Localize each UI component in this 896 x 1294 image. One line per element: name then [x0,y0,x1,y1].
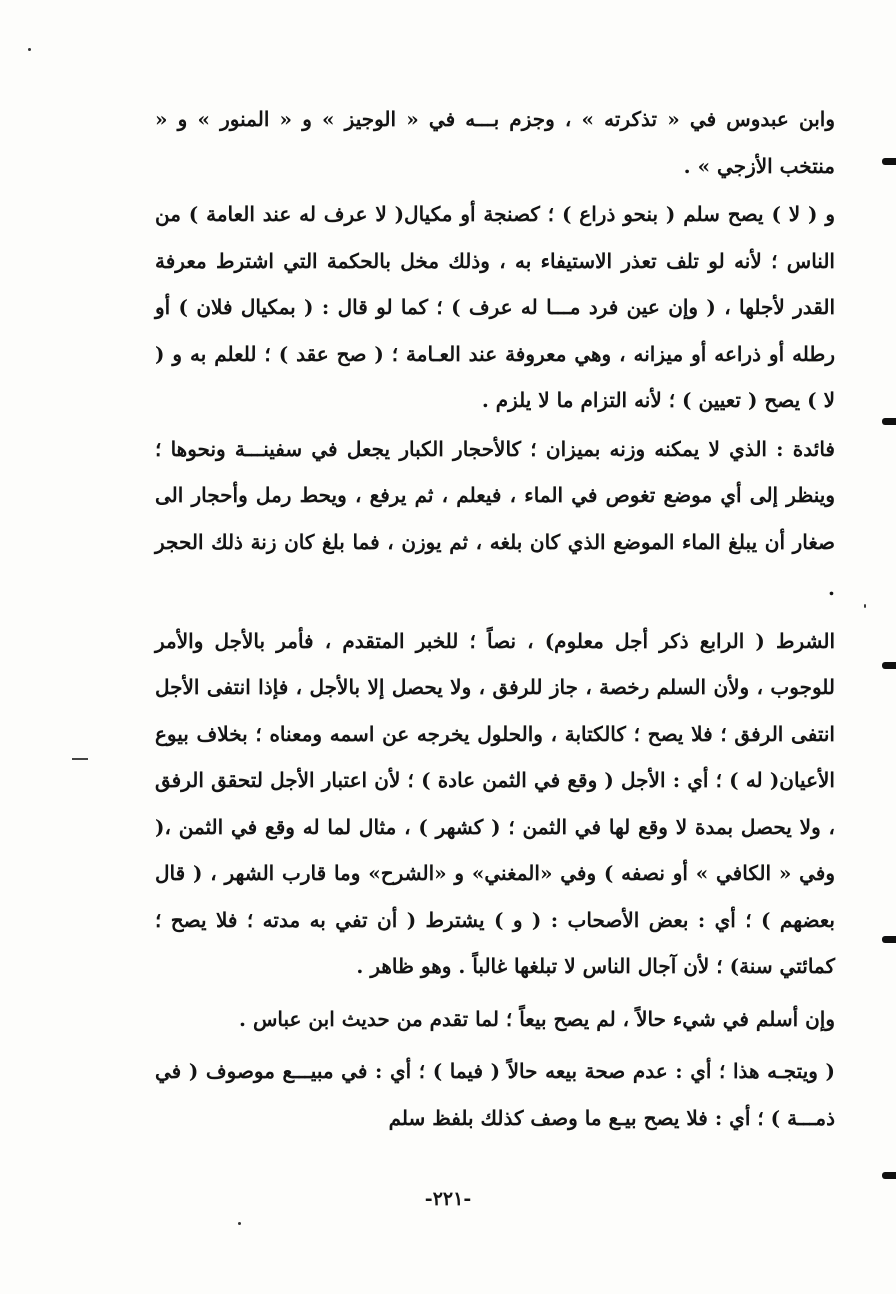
paragraph-2: و ( لا ) يصح سلم ( بنحو ذراع ) ؛ كصنجة أو مكيال( لا عرف له عند العامة ) من الناس ؛ لأنه لو تلف تعذر الاستيفاء به ، وذلك مخل بالحكمة التي اشترط معرفة القدر لأجلها ، ( وإن عين فرد مـــا له عرف ) ؛ كما لو قال : ( بمكيال فلان ) أو رطله أو ذراعه أو ميزانه ، وهي معروفة عند العـامة ؛ ( صح عقد ) ؛ للعلم به و ( لا ) يصح ( تعيين ) ؛ لأنه التزام ما لا يلزم . [155,202,835,412]
scan-speck [864,604,866,608]
page-body [155,96,835,1141]
scan-mark [72,758,88,760]
paragraph-4: الشرط ( الرابع ذكر أجل معلوم) ، نصاً ؛ للخبر المتقدم ، فأمر بالأجل والأمر للوجوب ، ولأن السلم رخصة ، جاز للرفق ، ولا يحصل إلا بالأجل ، فإذا انتفى الأجل انتفى الرفق ؛ فلا يصح ؛ كالكتابة ، والحلول يخرجه عن اسمه ومعناه ؛ بخلاف بيوع الأعيان( له ) ؛ أي : الأجل ( وقع في الثمن عادة ) ؛ لأن اعتبار الأجل لتحقق الرفق ، ولا يحصل بمدة لا وقع لها في الثمن ؛ ( كشهر ) ، مثال لما له وقع في الثمن ،( وفي « الكافي » أو نصفه ) وفي «المغني» و «الشرح» وما قارب الشهر ، ( قال بعضهم ) ؛ أي : بعض الأصحاب : ( و ) يشترط ( أن تفي به مدته ؛ فلا يصح ؛ كمائتي سنة) ؛ لأن آجال الناس لا تبلغها غالباً . وهو ظاهر . [155,628,835,978]
paragraph-1: وابن عبدوس في « تذكرته » ، وجزم بـــه في « الوجيز » و « المنور » و « منتخب الأزجي » . [155,107,835,178]
paragraph-6: ( ويتجـه هذا ؛ أي : عدم صحة بيعه حالاً ( فيما ) ؛ أي : في مبيـــع موصوف ( في ذمـــة ) ؛ أي : فلا يصح بيـع ما وصف كذلك بلفظ سلم [155,1059,835,1130]
margin-mark [882,1172,896,1179]
margin-mark [882,662,896,669]
margin-mark [882,936,896,943]
scan-speck [28,48,31,51]
scan-speck [238,1222,241,1225]
margin-mark [882,158,896,165]
margin-mark [882,418,896,425]
paragraph-3: فائدة : الذي لا يمكنه وزنه بميزان ؛ كالأحجار الكبار يجعل في سفينـــة ونحوها ؛ وينظر إلى أي موضع تغوص في الماء ، فيعلم ، ثم يرفع ، ويحط رمل وأحجار الى صغار أن يبلغ الماء الموضع الذي كان بلغه ، ثم يوزن ، فما بلغ كان زنة ذلك الحجر . [155,436,835,600]
page-number: -٢٢١- [424,1188,472,1210]
paragraph-5: وإن أسلم في شيء حالاً ، لم يصح بيعاً ؛ لما تقدم من حديث ابن عباس . [239,1006,835,1031]
